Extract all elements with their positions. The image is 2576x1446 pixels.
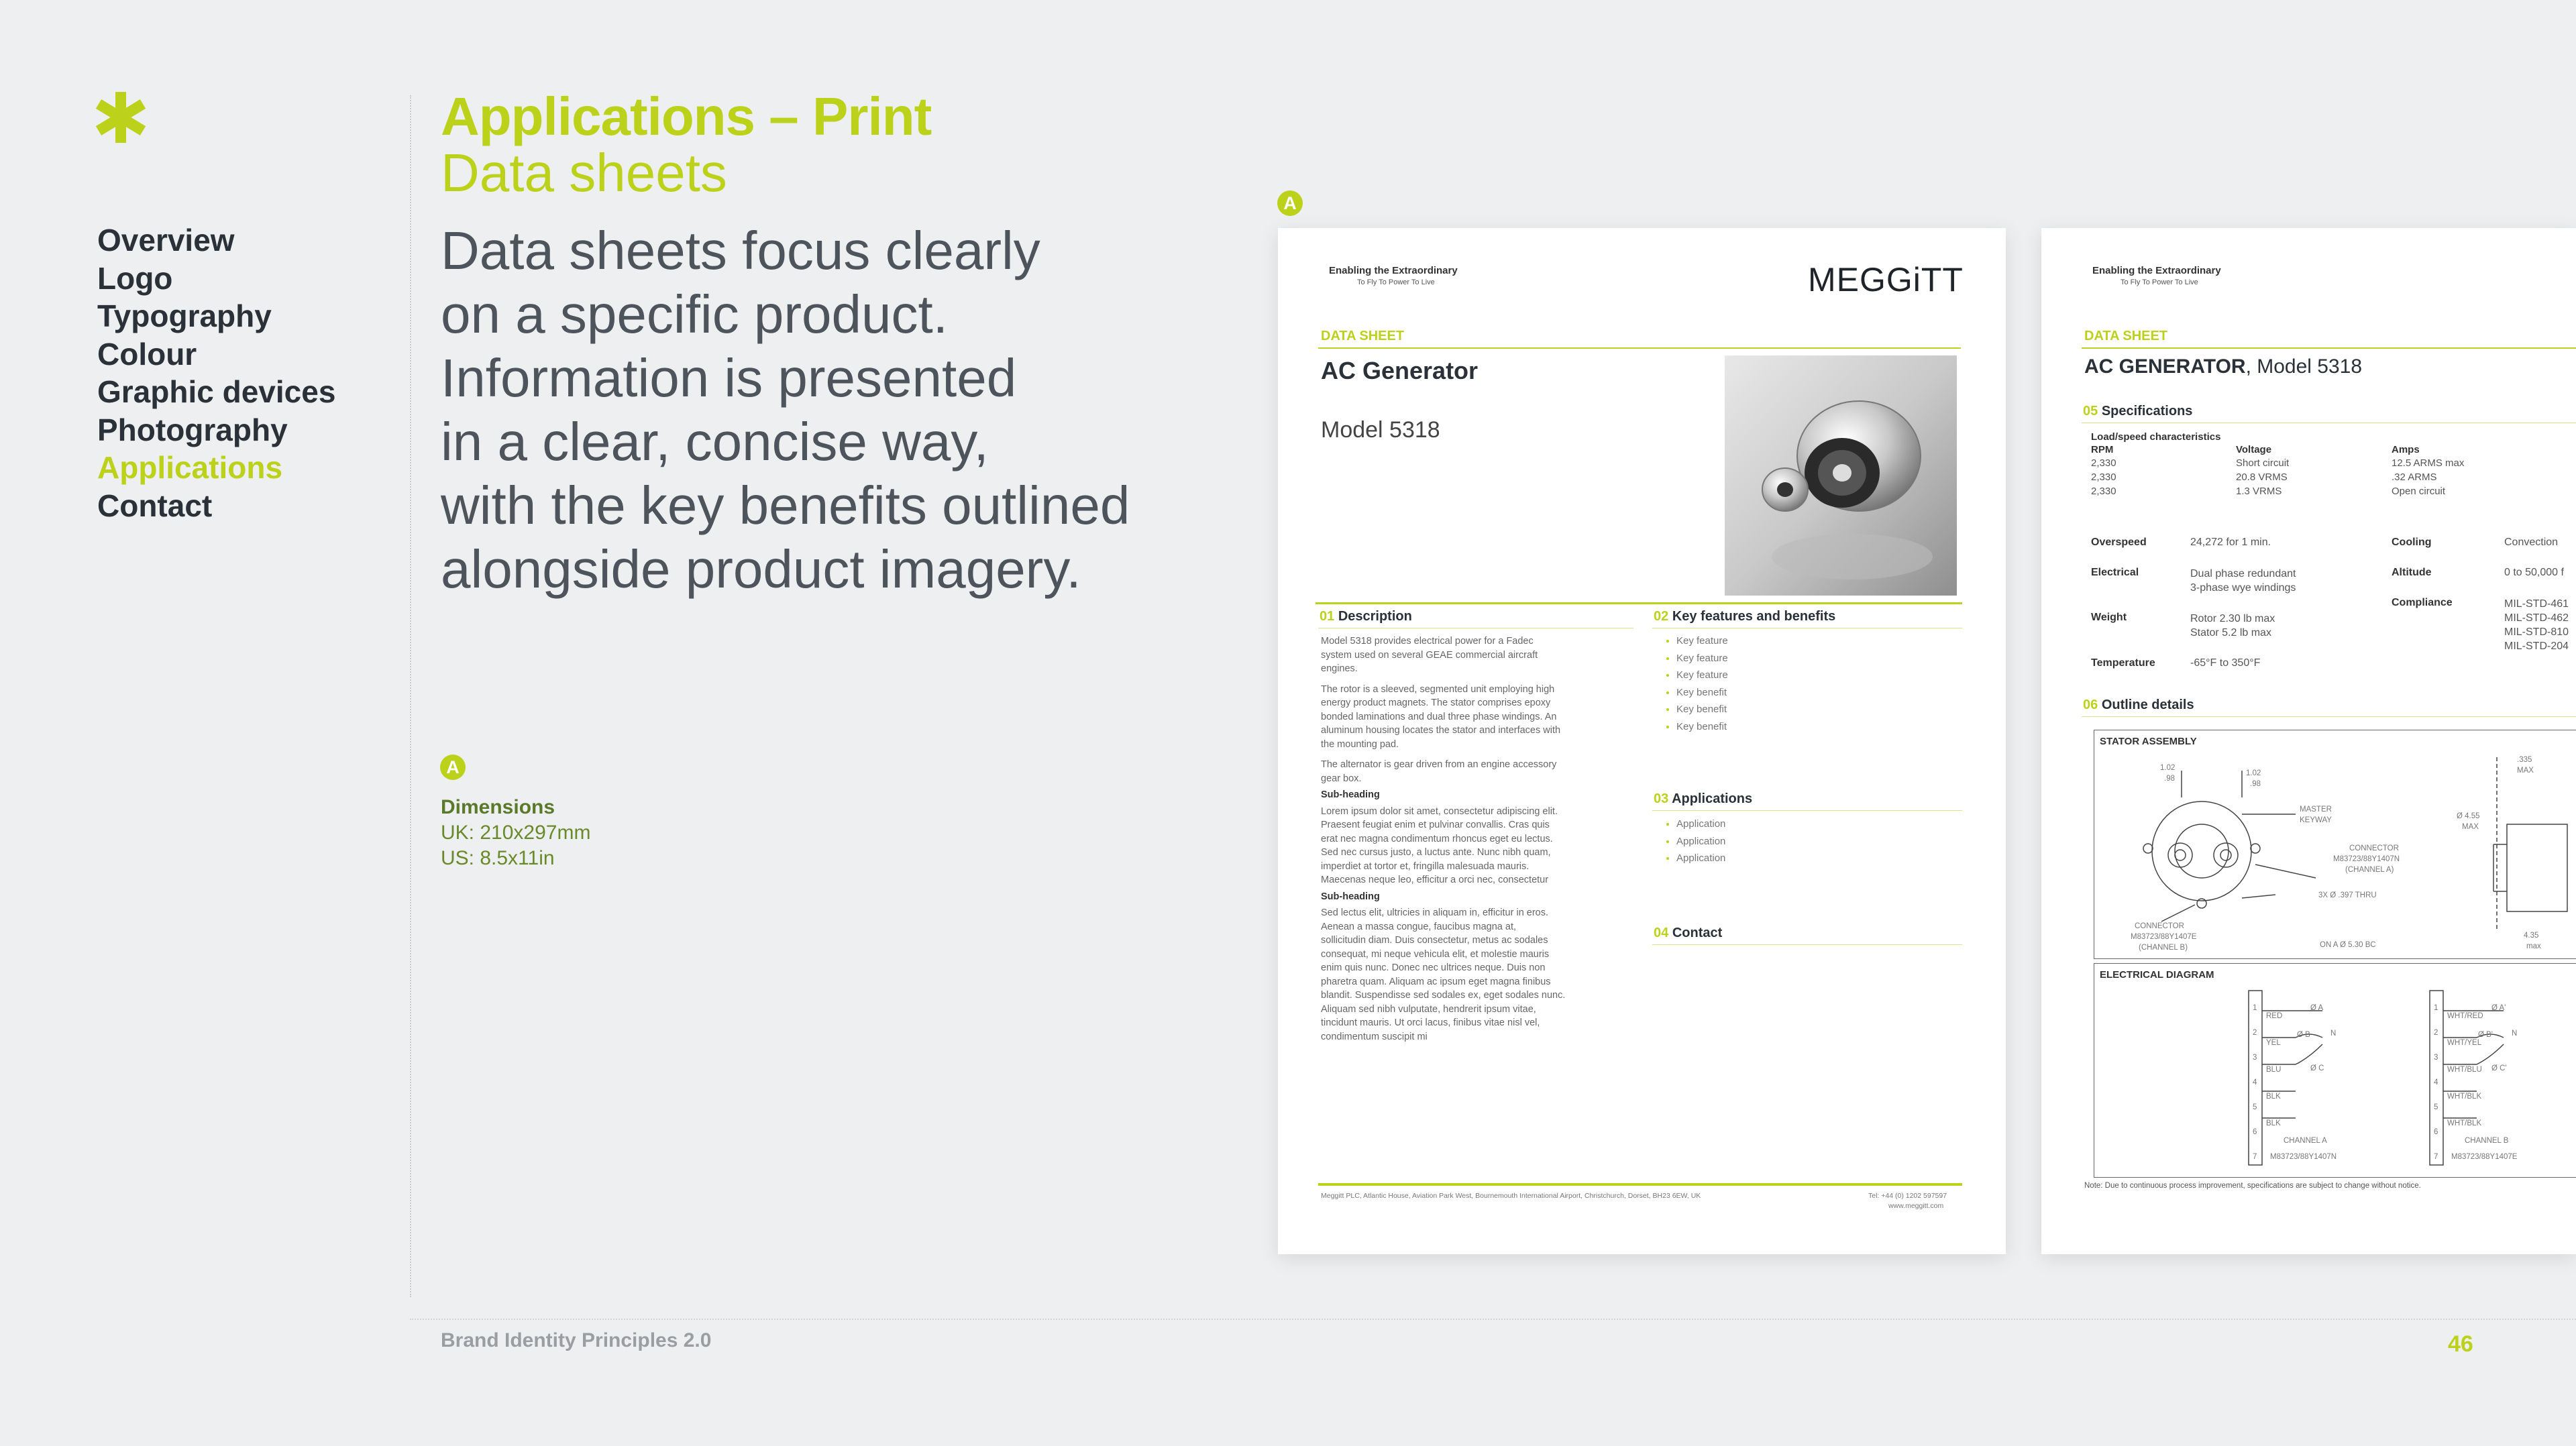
dim-label: KEYWAY bbox=[2300, 816, 2332, 824]
nav-item-colour[interactable]: Colour bbox=[97, 336, 197, 372]
intro-line: Information is presented bbox=[441, 348, 1017, 408]
electrical-diagram bbox=[2094, 963, 2576, 1178]
intro-text bbox=[441, 219, 1246, 601]
footer-title: Brand Identity Principles 2.0 bbox=[441, 1329, 712, 1351]
doc-product: AC Generator bbox=[1321, 357, 1479, 384]
intro-line: alongside product imagery. bbox=[441, 539, 1081, 599]
altitude-value: 0 to 50,000 f bbox=[2504, 567, 2564, 578]
section-description-body: Model 5318 provides electrical power for a Fadec system used on several GEAE commercial aircraft engines. The rotor is a sleeved, segmented unit employing high energy product magnets. The stator comprises epoxy bonded laminations and dual three phase windings. An aluminum housing locates the stator and interfaces with the mounting pad. The alternator is gear driven from an engine accessory gear box. Sub-heading Lorem ipsum dolor sit amet, consectetur adipiscing elit. Praesent feugiat enim et pulvinar convallis. Cras quis erat nec magna condimentum rhoncus eget eu lectus. Sed nec cursus justo, a luctus ante. Nunc nibh quam, imperdiet at tortor et, fringilla malesuada mauris. Maecenas neque leo, efficitur a orci nec, consectetur Sub-heading Sed lectus elit, ultricies in aliquam in, efficitur in eros. Aenean a massa congue, faucibus magna at, sollicitudin diam. Duis consectetur, metus ac sodales consequat, mi neque vehicula elit, et molestie mauris enim quis nunc. Donec nec ultrices neque. Duis non pharetra quam. Aliquam ac ipsum eget magna finibus blandit. Suspendisse sed sodales ex, eget sodales nunc. Aliquam sed nibh vulputate, hendrerit ipsum vitae, tincidunt mauris. Ut orci lacus, finibus vitae nisl vel, condimentum suscipit mi bbox=[1321, 636, 1566, 1042]
intro-line: on a specific product. bbox=[441, 284, 948, 344]
page-subtitle: Data sheets bbox=[441, 143, 727, 203]
doc-note: Note: Due to continuous process improvement, specifications are subject to change without notice. bbox=[2084, 1182, 2421, 1190]
intro-line: Data sheets focus clearly bbox=[441, 221, 1040, 280]
phase-label: Ø B bbox=[2297, 1031, 2310, 1039]
asterisk-icon bbox=[94, 70, 148, 164]
doc-footer-web: www.meggitt.com bbox=[1888, 1202, 1944, 1210]
phase-label: Ø C' bbox=[2491, 1064, 2507, 1072]
applications-list: • Application • Application • Application bbox=[1654, 816, 1725, 867]
compliance-value: MIL-STD-461 MIL-STD-462 MIL-STD-810 MIL-STD-204 bbox=[2504, 598, 2569, 652]
voltage-header: Voltage bbox=[2236, 444, 2272, 455]
section-description-heading: 01 Description bbox=[1320, 609, 1412, 624]
rpm-header: RPM bbox=[2091, 444, 2114, 455]
product-image bbox=[1725, 355, 1957, 596]
electrical-label: Electrical bbox=[2091, 567, 2139, 578]
doc-footer-tel: Tel: +44 (0) 1202 597597 bbox=[1868, 1192, 1947, 1200]
cooling-label: Cooling bbox=[2392, 537, 2432, 548]
phase-label: N bbox=[2330, 1030, 2337, 1038]
features-list: • Key feature • Key feature • Key feature • Key benefit • Key benefit • Key benefit bbox=[1654, 632, 1728, 735]
nav-item-photography[interactable]: Photography bbox=[97, 412, 288, 447]
temperature-value: -65°F to 350°F bbox=[2190, 657, 2261, 669]
electrical-diagram-title: ELECTRICAL DIAGRAM bbox=[2100, 969, 2214, 981]
dim-label: Ø 4.55 bbox=[2457, 812, 2480, 820]
nav-item-typography[interactable]: Typography bbox=[97, 298, 272, 333]
doc-model: Model 5318 bbox=[1321, 417, 1440, 443]
sidebar-nav bbox=[97, 221, 335, 524]
dimensions-us: US: 8.5x11in bbox=[441, 847, 555, 869]
load-speed-title: Load/speed characteristics bbox=[2091, 431, 2221, 443]
page-title: Applications – Print bbox=[441, 87, 932, 146]
stator-assembly-drawing bbox=[2094, 730, 2576, 959]
dim-label: 1.02 bbox=[2246, 769, 2261, 777]
nav-item-applications[interactable]: Applications bbox=[97, 450, 283, 485]
temperature-label: Temperature bbox=[2091, 657, 2155, 669]
dim-label: max bbox=[2526, 942, 2541, 950]
page-number: 46 bbox=[2448, 1331, 2473, 1357]
channel-b-part: M83723/88Y1407E bbox=[2451, 1153, 2518, 1161]
dim-label: .98 bbox=[2250, 780, 2261, 788]
doc-rule bbox=[1316, 602, 1962, 604]
doc-tagline-sub: To Fly To Power To Live bbox=[1357, 278, 1435, 286]
doc-rule bbox=[1318, 347, 1961, 349]
channel-b-label: CHANNEL B bbox=[2465, 1137, 2509, 1145]
nav-item-overview[interactable]: Overview bbox=[97, 223, 235, 258]
weight-label: Weight bbox=[2091, 612, 2127, 623]
nav-item-contact[interactable]: Contact bbox=[97, 488, 213, 523]
stator-assembly-title: STATOR ASSEMBLY bbox=[2100, 736, 2197, 747]
doc-label: DATA SHEET bbox=[1321, 329, 1405, 343]
amps-column: 12.5 ARMS max .32 ARMS Open circuit bbox=[2392, 457, 2465, 497]
cooling-value: Convection bbox=[2504, 537, 2559, 548]
dim-label: MAX bbox=[2517, 767, 2534, 775]
dim-label: 1.02 bbox=[2160, 764, 2176, 772]
overspeed-label: Overspeed bbox=[2091, 537, 2147, 548]
wire-labels-a: RED YEL BLU BLK BLK bbox=[2266, 1012, 2283, 1127]
dim-label: M83723/88Y1407N bbox=[2333, 855, 2400, 863]
weight-value: Rotor 2.30 lb max Stator 5.2 lb max bbox=[2190, 613, 2275, 638]
datasheet-page-1 bbox=[1278, 228, 2006, 1254]
dim-label: M83723/88Y1407E bbox=[2131, 933, 2197, 941]
compliance-label: Compliance bbox=[2392, 597, 2453, 608]
channel-a-part: M83723/88Y1407N bbox=[2270, 1153, 2337, 1161]
doc-footer-address: Meggitt PLC, Atlantic House, Aviation Park West, Bournemouth International Airport, Christchurch, Dorset, BH23 6EW, UK bbox=[1321, 1192, 1701, 1200]
doc-rule bbox=[2082, 347, 2576, 349]
phase-label: Ø A' bbox=[2491, 1004, 2506, 1012]
vertical-divider bbox=[410, 95, 411, 1297]
amps-header: Amps bbox=[2392, 444, 2420, 455]
dimensions-label: Dimensions bbox=[441, 796, 555, 818]
footer-divider bbox=[410, 1319, 2576, 1320]
doc-tagline-sub: To Fly To Power To Live bbox=[2121, 278, 2198, 286]
phase-label: Ø C bbox=[2310, 1064, 2324, 1072]
dimensions-uk: UK: 210x297mm bbox=[441, 822, 591, 844]
section-outline-heading: 06 Outline details bbox=[2083, 698, 2194, 712]
dim-label: CONNECTOR bbox=[2135, 922, 2184, 930]
annotation-badge-a: A bbox=[1277, 190, 1303, 216]
wire-labels-b: WHT/RED WHT/YEL WHT/BLU WHT/BLK WHT/BLK bbox=[2447, 1012, 2483, 1127]
dim-label: CONNECTOR bbox=[2349, 844, 2399, 852]
dim-label: (CHANNEL A) bbox=[2345, 866, 2394, 874]
electrical-value: Dual phase redundant 3-phase wye windings bbox=[2190, 568, 2296, 594]
phase-label: N bbox=[2512, 1030, 2518, 1038]
doc-tagline: Enabling the Extraordinary bbox=[2092, 265, 2221, 276]
dim-label: .335 bbox=[2517, 756, 2532, 764]
pin-column-b: 1 2 3 4 5 6 7 bbox=[2434, 1004, 2438, 1161]
dim-label: .98 bbox=[2164, 775, 2175, 783]
section-contact-heading: 04 Contact bbox=[1654, 926, 1723, 940]
doc-label: DATA SHEET bbox=[2084, 329, 2168, 343]
phase-label: Ø A bbox=[2310, 1004, 2324, 1012]
nav-item-graphic-devices[interactable]: Graphic devices bbox=[97, 374, 336, 409]
section-features-heading: 02 Key features and benefits bbox=[1654, 609, 1836, 624]
dim-label: 4.35 bbox=[2524, 932, 2539, 940]
intro-line: in a clear, concise way, bbox=[441, 412, 989, 471]
intro-line: with the key benefits outlined bbox=[441, 476, 1130, 535]
altitude-label: Altitude bbox=[2392, 567, 2432, 578]
section-applications-heading: 03 Applications bbox=[1654, 791, 1753, 806]
pin-column-a: 1 2 3 4 5 6 7 bbox=[2253, 1004, 2257, 1161]
dim-label: (CHANNEL B) bbox=[2139, 944, 2188, 952]
datasheet-page-2 bbox=[2041, 228, 2576, 1254]
doc-tagline: Enabling the Extraordinary bbox=[1329, 265, 1458, 276]
annotation-badge-a: A bbox=[440, 755, 466, 780]
dim-label: MASTER bbox=[2300, 805, 2332, 814]
rpm-column: 2,330 2,330 2,330 bbox=[2091, 457, 2116, 497]
doc-product: AC GENERATOR, Model 5318 bbox=[2084, 355, 2363, 378]
voltage-column: Short circuit 20.8 VRMS 1.3 VRMS bbox=[2236, 457, 2290, 497]
doc-footer-rule bbox=[1318, 1183, 1962, 1186]
nav-item-logo[interactable]: Logo bbox=[97, 260, 173, 296]
section-specifications-heading: 05 Specifications bbox=[2083, 404, 2193, 419]
dim-label: 3X Ø .397 THRU bbox=[2318, 891, 2377, 899]
dim-label: MAX bbox=[2462, 823, 2479, 831]
dim-label: ON A Ø 5.30 BC bbox=[2320, 941, 2376, 949]
meggitt-logo: MEGGiTT bbox=[1808, 261, 1964, 298]
overspeed-value: 24,272 for 1 min. bbox=[2190, 537, 2271, 548]
phase-label: Ø B' bbox=[2478, 1031, 2493, 1039]
channel-a-label: CHANNEL A bbox=[2284, 1137, 2327, 1145]
